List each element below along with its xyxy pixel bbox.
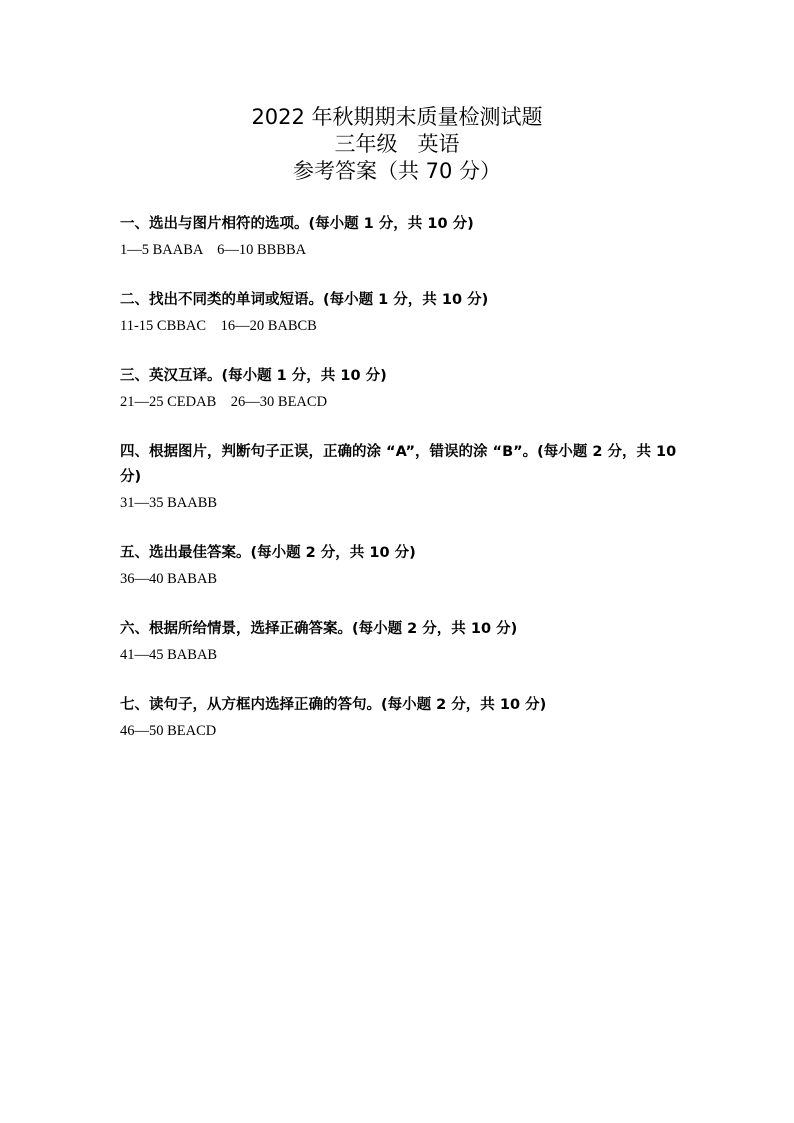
section-heading: 二、找出不同类的单词或短语。(每小题 1 分，共 10 分) [120,292,489,308]
section-heading: 三、英汉互译。(每小题 1 分，共 10 分) [120,368,387,384]
answer-key-title: 参考答案（共 70 分） [292,159,502,183]
section-answers: 21—25 CEDAB 26—30 BEACD [120,394,328,410]
section-heading: 一、选出与图片相符的选项。(每小题 1 分，共 10 分) [120,216,474,232]
section-4 [120,440,695,516]
section-1 [120,212,695,263]
section-heading: 四、根据图片，判断句子正误，正确的涂 “A”，错误的涂 “B”。(每小题 2 分，共 10 分) [120,444,682,485]
section-answers: 41—45 BABAB [120,647,218,663]
section-answers: 11-15 CBBAC 16—20 BABCB [120,318,317,334]
exam-title: 2022 年秋期期末质量检测试题 [251,105,543,129]
section-2 [120,288,695,339]
section-5 [120,541,695,592]
section-answers: 36—40 BABAB [120,571,218,587]
section-answers: 31—35 BAABB [120,495,218,511]
document-title [0,104,794,185]
section-3 [120,364,695,415]
section-6 [120,617,695,668]
section-answers: 46—50 BEACD [120,723,217,739]
section-heading: 五、选出最佳答案。(每小题 2 分，共 10 分) [120,545,416,561]
section-7 [120,693,695,744]
section-heading: 七、读句子，从方框内选择正确的答句。(每小题 2 分，共 10 分) [120,697,547,713]
section-heading: 六、根据所给情景，选择正确答案。(每小题 2 分，共 10 分) [120,621,518,637]
grade-subject: 三年级 英语 [334,132,460,156]
section-answers: 1—5 BAABA 6—10 BBBBA [120,242,307,258]
